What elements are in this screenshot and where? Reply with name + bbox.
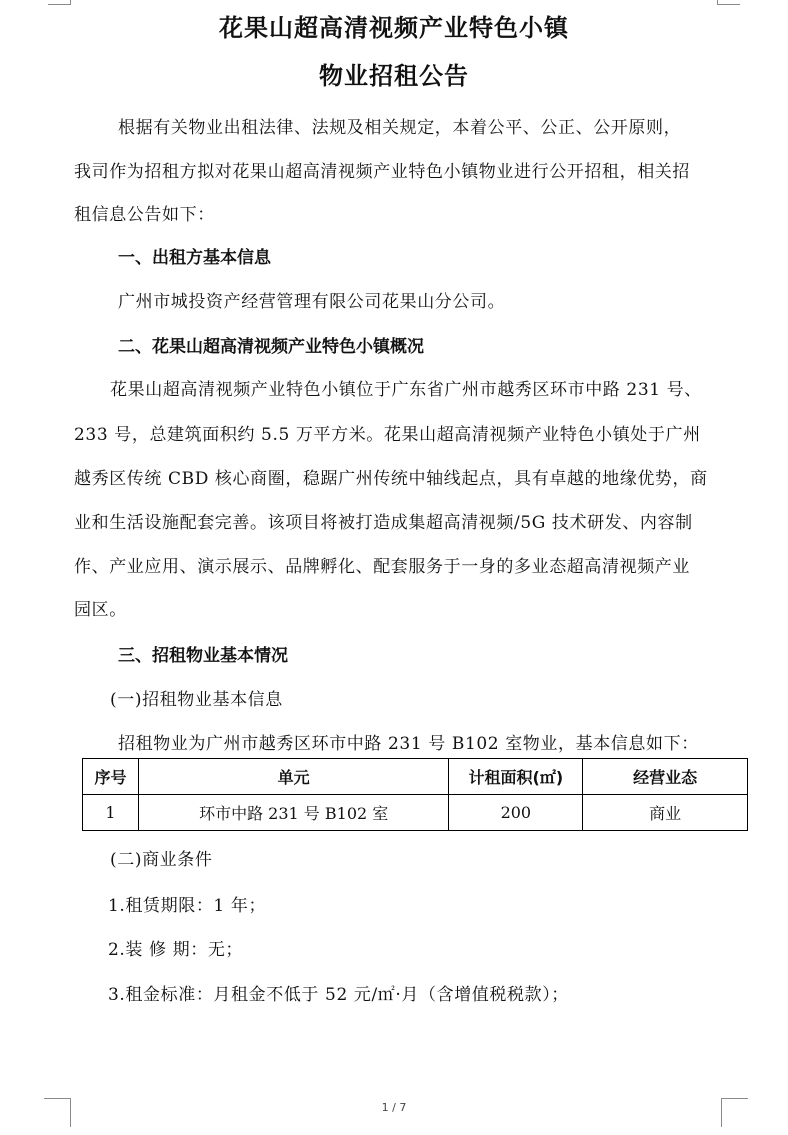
header-index: 序号 xyxy=(83,759,139,795)
header-business-type: 经营业态 xyxy=(583,759,748,795)
table-row xyxy=(83,795,748,831)
section2-line-4: 业和生活设施配套完善。该项目将被打造成集超高清视频/5G 技术研发、内容制 xyxy=(74,513,693,533)
cell-unit: 环市中路 231 号 B102 室 xyxy=(138,795,449,831)
cell-area: 200 xyxy=(449,795,583,831)
condition-item-3: 3.租金标准：月租金不低于 52 元/㎡·月（含增值税税款）； xyxy=(108,985,569,1005)
header-area: 计租面积(㎡) xyxy=(449,759,583,795)
table-intro: 招租物业为广州市越秀区环市中路 231 号 B102 室物业，基本信息如下： xyxy=(118,734,699,754)
intro-line-3: 租信息公告如下： xyxy=(74,205,215,225)
header-unit: 单元 xyxy=(138,759,449,795)
section1-heading: 一、出租方基本信息 xyxy=(118,248,271,268)
section2-heading: 二、花果山超高清视频产业特色小镇概况 xyxy=(118,337,424,357)
section2-line-3: 越秀区传统 CBD 核心商圈，稳踞广州传统中轴线起点，具有卓越的地缘优势，商 xyxy=(74,469,708,489)
crop-mark-top-left xyxy=(48,0,71,5)
document-title-line2: 物业招租公告 xyxy=(319,62,469,90)
document-title-line1: 花果山超高清视频产业特色小镇 xyxy=(219,14,569,42)
intro-line-1: 根据有关物业出租法律、法规及相关规定，本着公平、公正、公开原则， xyxy=(118,118,682,138)
section3-sub1: (一)招租物业基本信息 xyxy=(110,690,283,710)
table-header-row xyxy=(83,759,748,795)
section2-line-6: 园区。 xyxy=(74,600,127,620)
cell-business-type: 商业 xyxy=(583,795,748,831)
condition-item-2: 2.装 修 期：无； xyxy=(108,940,244,960)
cell-index: 1 xyxy=(83,795,139,831)
section3-heading: 三、招租物业基本情况 xyxy=(118,646,288,666)
section2-line-5: 作、产业应用、演示展示、品牌孵化、配套服务于一身的多业态超高清视频产业 xyxy=(74,557,690,577)
section3-sub2: (二)商业条件 xyxy=(110,850,213,870)
crop-mark-top-right xyxy=(717,0,740,5)
property-info-table xyxy=(82,758,748,831)
section2-line-1: 花果山超高清视频产业特色小镇位于广东省广州市越秀区环市中路 231 号、 xyxy=(110,380,702,400)
intro-line-2: 我司作为招租方拟对花果山超高清视频产业特色小镇物业进行公开招租，相关招 xyxy=(74,162,690,182)
section1-body: 广州市城投资产经营管理有限公司花果山分公司。 xyxy=(118,292,506,312)
page-indicator: 1 / 7 xyxy=(381,1101,407,1114)
section2-line-2: 233 号，总建筑面积约 5.5 万平方米。花果山超高清视频产业特色小镇处于广州 xyxy=(74,425,701,445)
condition-item-1: 1.租赁期限：1 年； xyxy=(108,896,267,916)
